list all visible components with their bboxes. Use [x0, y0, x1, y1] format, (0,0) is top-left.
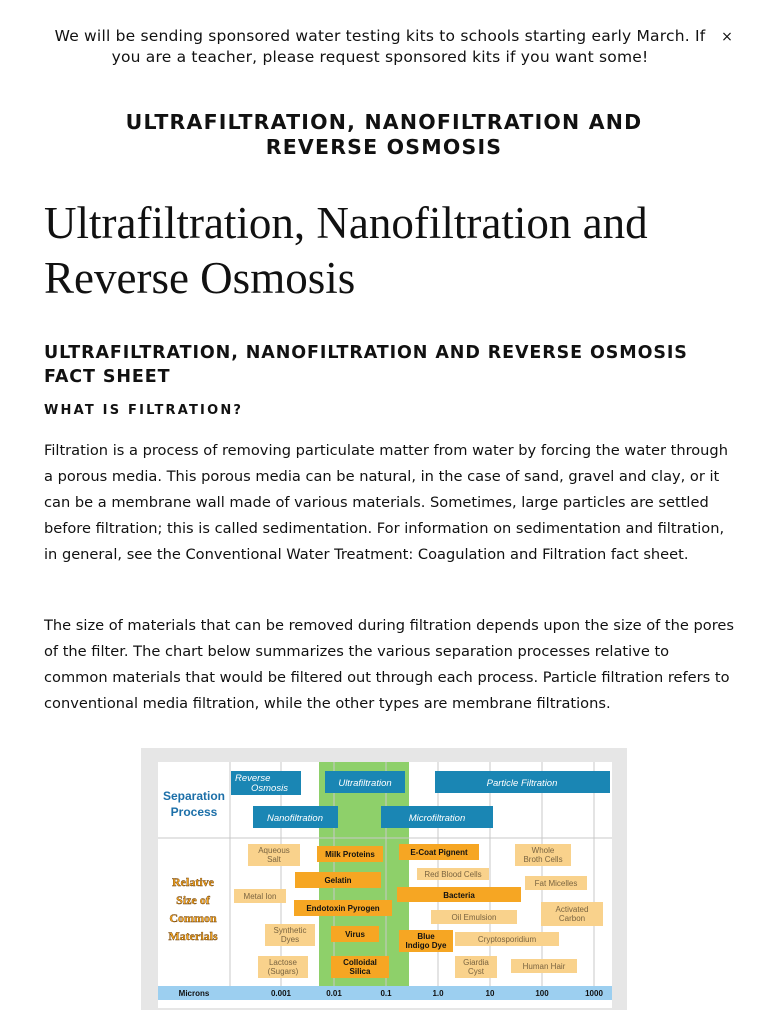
tick-0.01: 0.01	[326, 989, 342, 998]
tick-10: 10	[485, 989, 495, 998]
paragraph-pore-size: The size of materials that can be removed during filtration depends upon the size of the pores of the filter. The chart below summarizes the various separation processes relative to common materials that would be filtered out through each process. Particle filtration refers to conventional media filtration, while the other types are membrane filtrations.	[44, 617, 734, 712]
fact-sheet-heading: ULTRAFILTRATION, NANOFILTRATION AND REVERSE OSMOSIS FACT SHEET	[44, 343, 688, 387]
particle-filtration-label: Particle Filtration	[486, 778, 558, 789]
reverse-osmosis-label-line1: Reverse	[235, 773, 271, 784]
materials-label-line3: Common	[169, 911, 217, 925]
ultrafiltration-label: Ultrafiltration	[338, 778, 392, 789]
fat-micelles-label: Fat Micelles	[534, 879, 578, 888]
materials-label-line2: Size of	[176, 893, 210, 907]
blue-indigo-dye-l2: Indigo Dye	[405, 941, 447, 950]
aqueous-salt-l1: Aqueous	[258, 846, 290, 855]
nanofiltration-label: Nanofiltration	[267, 813, 323, 824]
tick-1.0: 1.0	[432, 989, 444, 998]
activated-carbon-l1: Activated	[555, 905, 589, 914]
section-heading: WHAT IS FILTRATION?	[44, 403, 244, 418]
oil-emulsion-label: Oil Emulsion	[451, 913, 497, 922]
activated-carbon-l2: Carbon	[558, 914, 586, 923]
virus-label: Virus	[345, 930, 365, 939]
lactose-l2: (Sugars)	[267, 967, 299, 976]
ecoat-pigment-label: E-Coat Pignent	[410, 848, 468, 857]
close-icon[interactable]: ×	[721, 29, 733, 45]
axis-label-microns: Microns	[178, 989, 210, 998]
bacteria-label: Bacteria	[443, 891, 475, 900]
tick-100: 100	[535, 989, 549, 998]
synthetic-dyes-l2: Dyes	[280, 935, 300, 944]
reverse-osmosis-label-line2: Osmosis	[251, 783, 288, 794]
endotoxin-pyrogen-label: Endotoxin Pyrogen	[306, 904, 380, 913]
giardia-cyst-l2: Cyst	[468, 967, 484, 976]
red-blood-cells-label: Red Blood Cells	[424, 870, 482, 879]
colloidal-silica-l2: Silica	[349, 967, 371, 976]
separation-label-line1: Separation	[162, 789, 226, 803]
microfiltration-label: Microfiltration	[408, 813, 466, 824]
milk-proteins-label: Milk Proteins	[325, 850, 375, 859]
tick-0.001: 0.001	[270, 989, 292, 998]
separation-label-line2: Process	[170, 805, 218, 819]
metal-ion-label: Metal Ion	[243, 892, 277, 901]
giardia-cyst-l1: Giardia	[463, 958, 489, 967]
whole-broth-cells-l1: Whole	[531, 846, 555, 855]
aqueous-salt-l2: Salt	[267, 855, 281, 864]
page-title: Ultrafiltration, Nanofiltration and Reverse Osmosis	[44, 198, 648, 303]
paragraph-filtration: Filtration is a process of removing particulate matter from water by forcing the water through a porous media. This porous media can be natural, in the case of sand, gravel and clay, or it can be a membrane wall made of various materials. Sometimes, large particles are settled before filtration; this is called sedimentation. For information on sedimentation and filtration, in general, see the Conventional Water Treatment: Coagulation and Filtration fact sheet.	[44, 442, 728, 563]
synthetic-dyes-l1: Synthetic	[273, 926, 307, 935]
human-hair-label: Human Hair	[522, 962, 566, 971]
announcement-banner	[0, 0, 768, 80]
blue-indigo-dye-l1: Blue	[417, 932, 435, 941]
materials-label-line1: Relative	[172, 875, 214, 889]
tick-1000: 1000	[585, 989, 603, 998]
whole-broth-cells-l2: Broth Cells	[523, 855, 563, 864]
gelatin-label: Gelatin	[324, 876, 352, 885]
tick-0.1: 0.1	[380, 989, 392, 998]
colloidal-silica-l1: Colloidal	[343, 958, 377, 967]
separation-process-chart	[141, 748, 627, 1010]
lactose-l1: Lactose	[268, 958, 298, 967]
chart-svg	[141, 748, 627, 1010]
cryptosporidium-label: Cryptosporidium	[477, 935, 537, 944]
site-title[interactable]: ULTRAFILTRATION, NANOFILTRATION AND REVERSE OSMOSIS	[125, 110, 643, 159]
materials-label-line4: Materials	[168, 929, 218, 943]
banner-message: We will be sending sponsored water testing kits to schools starting early March. If you are a teacher, please request sponsored kits if you want some!	[54, 27, 706, 66]
